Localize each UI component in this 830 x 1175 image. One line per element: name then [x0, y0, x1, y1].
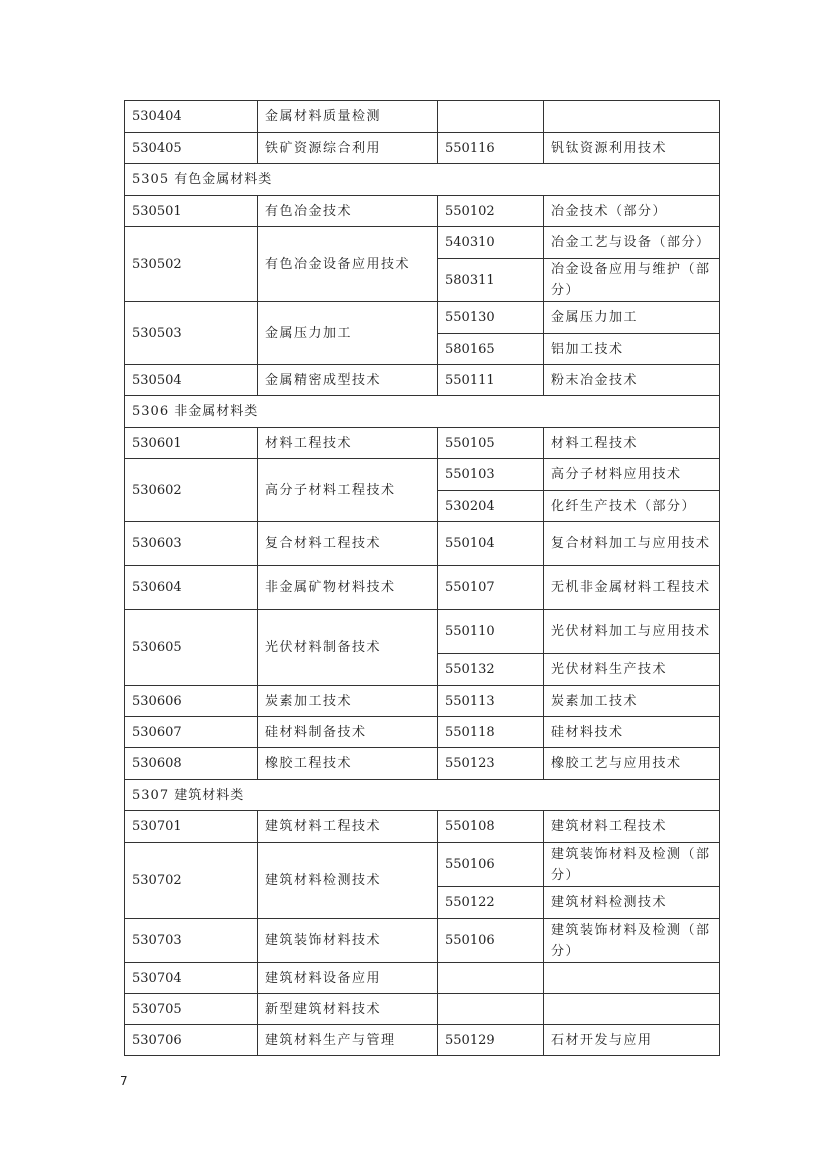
table-row [125, 101, 720, 133]
original-major-name: 光伏材料生产技术 [544, 654, 720, 686]
table-row [125, 919, 720, 963]
original-major-name: 化纤生产技术（部分） [544, 491, 720, 522]
major-code: 530702 [125, 843, 258, 919]
major-code: 530705 [125, 994, 258, 1025]
major-name: 建筑材料工程技术 [258, 811, 438, 843]
major-code: 530704 [125, 963, 258, 994]
original-major-name [544, 101, 720, 133]
table-row [125, 302, 720, 334]
table-row [125, 963, 720, 994]
section-label: 5307 建筑材料类 [125, 780, 720, 811]
original-major-name: 建筑装饰材料及检测（部分） [544, 843, 720, 887]
major-code: 530606 [125, 686, 258, 717]
table-row [125, 133, 720, 164]
section-header-row [125, 780, 720, 811]
table-row [125, 227, 720, 259]
original-major-code [438, 101, 544, 133]
major-code: 530601 [125, 428, 258, 459]
original-major-name: 无机非金属材料工程技术 [544, 566, 720, 610]
major-name: 建筑材料生产与管理 [258, 1025, 438, 1056]
major-code: 530405 [125, 133, 258, 164]
original-major-code [438, 994, 544, 1025]
original-major-name: 炭素加工技术 [544, 686, 720, 717]
table-row [125, 610, 720, 654]
original-major-code: 550113 [438, 686, 544, 717]
table-row [125, 994, 720, 1025]
major-name: 建筑材料检测技术 [258, 843, 438, 919]
original-major-name: 冶金技术（部分） [544, 196, 720, 227]
original-major-code: 550130 [438, 302, 544, 334]
original-major-name: 材料工程技术 [544, 428, 720, 459]
original-major-name: 铝加工技术 [544, 334, 720, 365]
major-code: 530608 [125, 748, 258, 780]
section-header-row [125, 396, 720, 428]
original-major-name: 石材开发与应用 [544, 1025, 720, 1056]
major-name: 复合材料工程技术 [258, 522, 438, 566]
table-row [125, 522, 720, 566]
original-major-code: 550123 [438, 748, 544, 780]
major-name: 铁矿资源综合利用 [258, 133, 438, 164]
original-major-code: 550132 [438, 654, 544, 686]
major-code: 530602 [125, 459, 258, 522]
major-code: 530703 [125, 919, 258, 963]
major-name: 材料工程技术 [258, 428, 438, 459]
major-name: 建筑装饰材料技术 [258, 919, 438, 963]
original-major-code: 530204 [438, 491, 544, 522]
major-name: 有色冶金技术 [258, 196, 438, 227]
original-major-code: 550106 [438, 843, 544, 887]
original-major-code: 550107 [438, 566, 544, 610]
original-major-code: 550102 [438, 196, 544, 227]
original-major-name: 钒钛资源利用技术 [544, 133, 720, 164]
original-major-name: 粉末冶金技术 [544, 365, 720, 396]
table-row [125, 843, 720, 887]
major-code: 530501 [125, 196, 258, 227]
major-name: 金属精密成型技术 [258, 365, 438, 396]
page-number: 7 [120, 1074, 128, 1088]
original-major-name [544, 963, 720, 994]
major-name: 有色冶金设备应用技术 [258, 227, 438, 302]
original-major-code: 580165 [438, 334, 544, 365]
major-name: 金属压力加工 [258, 302, 438, 365]
original-major-name [544, 994, 720, 1025]
original-major-code: 580311 [438, 259, 544, 302]
major-code: 530502 [125, 227, 258, 302]
section-header-row [125, 164, 720, 196]
major-code: 530504 [125, 365, 258, 396]
major-name: 高分子材料工程技术 [258, 459, 438, 522]
original-major-name: 建筑材料检测技术 [544, 887, 720, 919]
table-row [125, 196, 720, 227]
original-major-code: 550110 [438, 610, 544, 654]
section-label: 5305 有色金属材料类 [125, 164, 720, 196]
major-name: 硅材料制备技术 [258, 717, 438, 748]
original-major-name: 金属压力加工 [544, 302, 720, 334]
table-row [125, 686, 720, 717]
original-major-code: 550108 [438, 811, 544, 843]
major-name: 炭素加工技术 [258, 686, 438, 717]
table-row [125, 717, 720, 748]
major-name: 新型建筑材料技术 [258, 994, 438, 1025]
original-major-code: 550111 [438, 365, 544, 396]
major-name: 光伏材料制备技术 [258, 610, 438, 686]
major-name: 金属材料质量检测 [258, 101, 438, 133]
major-code: 530605 [125, 610, 258, 686]
original-major-name: 光伏材料加工与应用技术 [544, 610, 720, 654]
original-major-code: 550118 [438, 717, 544, 748]
original-major-name: 冶金工艺与设备（部分） [544, 227, 720, 259]
table-row [125, 459, 720, 491]
original-major-name: 高分子材料应用技术 [544, 459, 720, 491]
section-label: 5306 非金属材料类 [125, 396, 720, 428]
major-name: 非金属矿物材料技术 [258, 566, 438, 610]
original-major-code: 540310 [438, 227, 544, 259]
major-code: 530604 [125, 566, 258, 610]
table-row [125, 566, 720, 610]
original-major-code: 550129 [438, 1025, 544, 1056]
major-code: 530607 [125, 717, 258, 748]
original-major-name: 冶金设备应用与维护（部分） [544, 259, 720, 302]
original-major-name: 建筑装饰材料及检测（部分） [544, 919, 720, 963]
original-major-code: 550116 [438, 133, 544, 164]
original-major-name: 硅材料技术 [544, 717, 720, 748]
original-major-code: 550104 [438, 522, 544, 566]
table-row [125, 365, 720, 396]
major-code: 530701 [125, 811, 258, 843]
table-row [125, 748, 720, 780]
major-code: 530706 [125, 1025, 258, 1056]
original-major-code: 550122 [438, 887, 544, 919]
major-mapping-table [124, 100, 720, 1056]
major-name: 橡胶工程技术 [258, 748, 438, 780]
original-major-code: 550103 [438, 459, 544, 491]
original-major-name: 建筑材料工程技术 [544, 811, 720, 843]
original-major-code [438, 963, 544, 994]
table-row [125, 428, 720, 459]
original-major-name: 复合材料加工与应用技术 [544, 522, 720, 566]
table-row [125, 811, 720, 843]
major-code: 530503 [125, 302, 258, 365]
original-major-name: 橡胶工艺与应用技术 [544, 748, 720, 780]
major-name: 建筑材料设备应用 [258, 963, 438, 994]
original-major-code: 550106 [438, 919, 544, 963]
table-row [125, 1025, 720, 1056]
major-code: 530404 [125, 101, 258, 133]
major-code: 530603 [125, 522, 258, 566]
original-major-code: 550105 [438, 428, 544, 459]
